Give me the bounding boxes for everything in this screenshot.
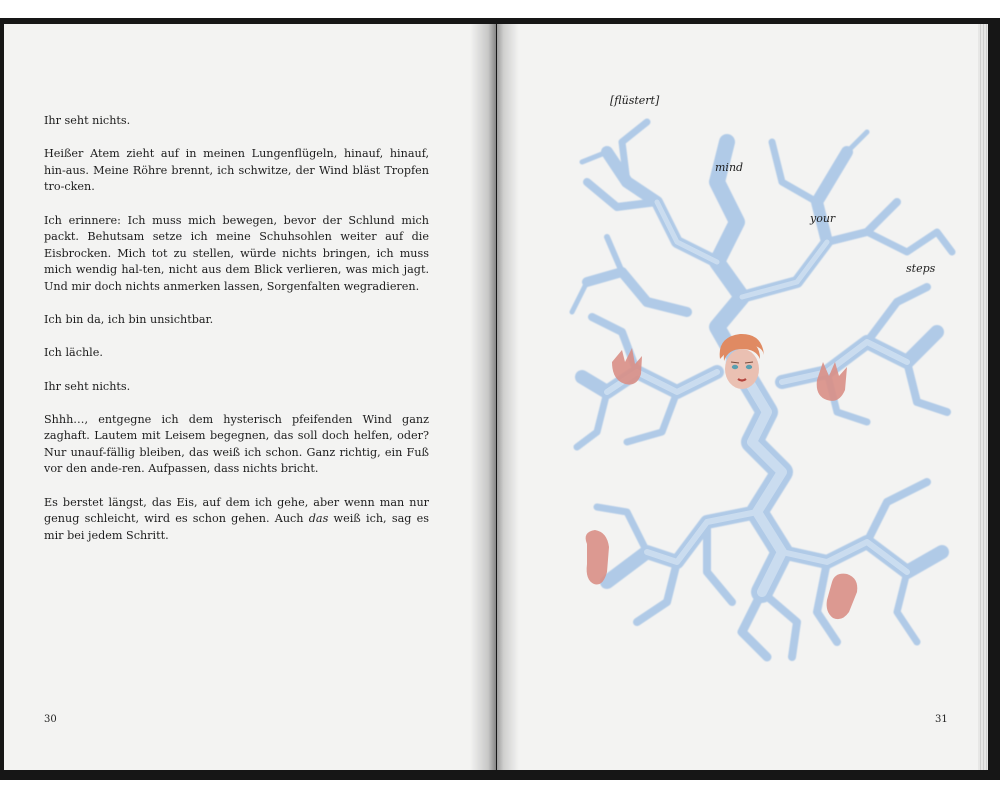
word-your: your	[810, 212, 836, 225]
paragraph-last	[44, 495, 429, 545]
word-mind: mind	[715, 161, 744, 174]
paragraph: Ich erinnere: Ich muss mich bewegen, bevor der Schlund mich packt. Behutsam setze ich meine Schuhsohlen weiter auf die Eisbrocken. Mich tot zu stellen, würde nichts bringen, ich muss mich wendig hal-ten, nicht aus dem Blick verlieren, was mich jagt. Und mir doch nichts anmerken lassen, Sorgenfalten wegradieren.	[44, 213, 429, 293]
ice-figure-illustration	[567, 112, 957, 672]
left-foot	[586, 530, 609, 585]
paragraph: Ich lächle.	[44, 346, 103, 360]
paragraph-text: Es berstet längst, das Eis, auf dem ich gehe, aber wenn man nur genug schleicht, wird es schon gehen. Auch	[44, 495, 429, 526]
right-foot	[827, 574, 858, 619]
paragraph: Shhh…, entgegne ich dem hysterisch pfeifenden Wind ganz zaghaft. Lautem mit Leisem begegnen, das soll doch helfen, oder? Nur unauf-fällig bleiben, das weiß ich schon. Ganz richtig, ein Fuß vor den ande-ren. Aufpassen, dass nichts bricht.	[44, 412, 429, 476]
page-number-right: 31	[935, 714, 948, 725]
page-number-left: 30	[44, 714, 57, 725]
emphasis-word: das	[308, 512, 329, 526]
book-spread	[0, 18, 1000, 780]
page-edges	[978, 24, 988, 770]
paragraph: Ich bin da, ich bin unsichtbar.	[44, 313, 214, 327]
paragraph: Ihr seht nichts.	[44, 114, 131, 127]
hands-feet	[586, 348, 858, 619]
gutter-shadow	[497, 24, 519, 770]
left-page	[4, 24, 496, 770]
gutter-shadow	[470, 24, 496, 770]
ice-cracks	[572, 122, 952, 657]
paragraph: Heißer Atem zieht auf in meinen Lungenflügeln, hinauf, hinauf, hin-aus. Meine Röhre brennt, ich schwitze, der Wind bläst Tropfen tro-cken.	[44, 147, 429, 194]
body-text	[44, 113, 429, 561]
ice-wash	[607, 202, 907, 592]
paragraph: Ihr seht nichts.	[44, 379, 131, 393]
paragraph-text: weiß ich, sag es mir bei jedem Schritt.	[44, 512, 429, 542]
word-steps: steps	[906, 262, 936, 275]
right-page	[497, 24, 988, 770]
whisper-label: [flüstert]	[610, 94, 660, 107]
